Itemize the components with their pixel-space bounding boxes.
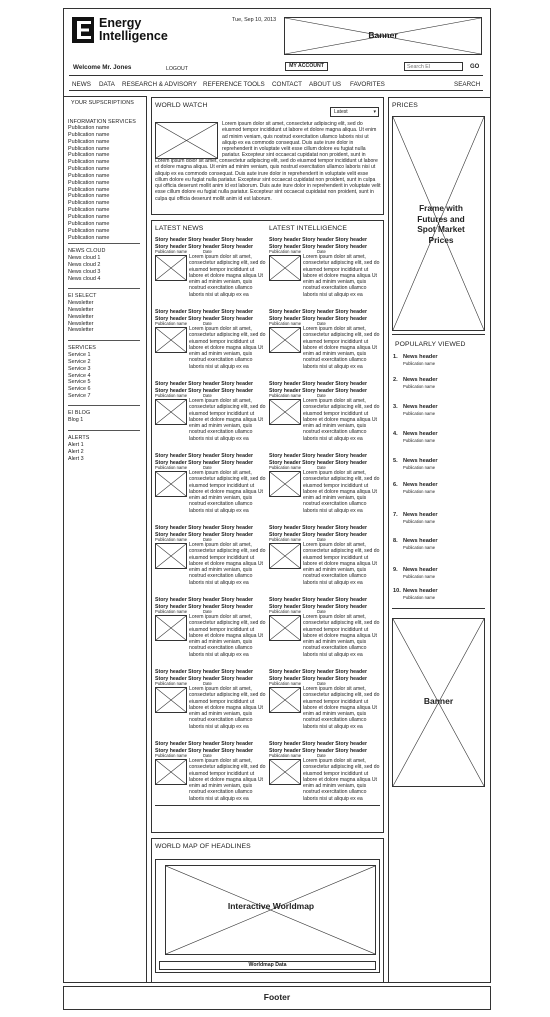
chevron-down-icon: ▾ [373,109,376,115]
popular-publication: Publication name [403,489,436,494]
placeholder-x-icon [156,544,186,568]
popular-news-header[interactable]: News header [403,354,438,360]
story-thumbnail[interactable] [269,399,301,425]
sidebar-item-publication[interactable]: Publication name [68,159,110,166]
story-header[interactable]: Story header Story header Story header Story header Story header Story header [269,741,368,754]
popular-rank: 10. [393,588,401,594]
newsletter-list [68,300,138,334]
story-item[interactable] [155,381,265,443]
story-summary: Lorem ipsum dolor sit amet, consectetur adipiscing elit, sed do eiusmod tempor incididunt ut labore et dolore magna aliqua Ut enim ad minim veniam, quis nostrud exercitation ullamco laboris nisi ut aliquip ex ea [303,326,380,370]
story-date: Date [317,753,326,758]
services-list [68,352,138,400]
top-banner-label: Banner [368,30,398,40]
sidebar-item-publication[interactable]: Publication name [68,227,110,234]
nav-reference-tools[interactable]: REFERENCE TOOLS [203,81,265,88]
alerts-title: ALERTS [68,435,90,441]
story-item[interactable] [269,237,379,299]
welcome-text: Welcome Mr. Jones [73,64,132,71]
placeholder-x-icon [270,544,300,568]
world-watch-title: WORLD WATCH [155,102,208,109]
story-date: Date [317,537,326,542]
nav-data[interactable]: DATA [99,81,115,88]
story-item[interactable] [269,381,379,443]
popular-rank: 9. [393,567,398,573]
story-header[interactable]: Story header Story header Story header Story header Story header Story header [269,597,368,610]
placeholder-x-icon [270,688,300,712]
story-publication: Publication name [155,609,188,614]
story-header[interactable]: Story header Story header Story header Story header Story header Story header [269,381,368,394]
placeholder-x-icon [156,123,217,158]
popular-publication: Publication name [403,438,436,443]
popular-item[interactable] [393,404,473,418]
story-item[interactable] [269,525,379,587]
nav-news[interactable]: NEWS [72,81,91,88]
sidebar-item-service[interactable]: Service 2 [68,358,91,365]
ei-blog-title: EI BLOG [68,410,91,416]
story-thumbnail[interactable] [269,327,301,353]
sidebar-item-news-cloud[interactable]: News cloud 2 [68,261,101,268]
story-header[interactable]: Story header Story header Story header Story header Story header Story header [269,237,368,250]
story-publication: Publication name [269,321,302,326]
story-divider [155,805,380,806]
sidebar-item-publication[interactable]: Publication name [68,234,110,241]
popular-item[interactable] [393,377,473,391]
sidebar-item-publication[interactable]: Publication name [68,138,110,145]
nav-top-rule [69,75,483,76]
placeholder-x-icon [156,688,186,712]
story-summary: Lorem ipsum dolor sit amet, consectetur adipiscing elit, sed do eiusmod tempor incididunt ut labore et dolore magna aliqua Ut enim ad minim veniam, quis nostrud exercitation ullamco laboris nisi ut aliquip ex ea [303,686,380,730]
nav-contact[interactable]: CONTACT [272,81,302,88]
popular-item[interactable] [393,538,473,552]
story-publication: Publication name [155,681,188,686]
story-date: Date [203,609,212,614]
prices-rule [392,334,485,335]
story-publication: Publication name [269,681,302,686]
sidebar-item-publication[interactable]: Publication name [68,213,110,220]
popular-publication: Publication name [403,595,436,600]
go-button[interactable]: GO [470,64,480,70]
story-date: Date [203,537,212,542]
sidebar-item-newsletter[interactable]: Newsletter [68,313,94,320]
popular-item[interactable] [393,567,473,581]
story-publication: Publication name [155,321,188,326]
placeholder-x-icon [156,256,186,280]
sidebar-item-service[interactable]: Service 3 [68,365,91,372]
sidebar-item-publication[interactable]: Publication name [68,125,110,131]
story-publication: Publication name [155,753,188,758]
story-summary: Lorem ipsum dolor sit amet, consectetur adipiscing elit, sed do eiusmod tempor incididunt ut labore et dolore magna aliqua Ut enim ad minim veniam, quis nostrud exercitation ullamco laboris nisi ut aliquip ex ea [189,686,266,730]
prices-title: PRICES [392,102,418,109]
world-watch-text-full: Lorem ipsum dolor sit amet, consectetur adipiscing elit, sed do eiusmod tempor incididunt ut labore et dolore magna aliqua. Ut enim ad minim veniam, quis nostrud exercitation ullamco laboris nisi ut aliquip ex ea commodo consequat. Duis aute irure dolor in reprehenderit in voluptate velit esse cillum dolore eu fugiat nulla pariatur. Excepteur sint occaecat cupidatat non proident, sunt in culpa qui officia deserunt mollit anim id est laborum. Duis aute irure dolor in reprehenderit in voluptate velit esse cillum dolore eu fugiat nulla pariatur. Excepteur sint occaecat cupidatat non proident, sunt in culpa qui officia deserunt mollit anim id est laborum. [155,158,381,202]
popular-publication: Publication name [403,411,436,416]
ei-select-title: EI SELECT [68,293,97,299]
nav-bottom-rule [69,90,483,91]
sidebar-item-alert[interactable]: Alert 2 [68,448,84,455]
right-banner-label: Banner [423,696,454,706]
world-watch-text-right: Lorem ipsum dolor sit amet, consectetur adipiscing elit, sed do eiusmod tempor incididunt ut labore et dolore magna aliqua. Ut enim ad minim veniam, quis nostrud exercitation ullamco laboris nisi ut aliquip ex ea commodo consequat. Duis aute irure dolor in reprehenderit in voluptate velit esse cillum dolore eu fugiat nulla pariatur. Excepteur sint occaecat cupidatat non proident, sunt in [222,121,377,159]
popular-rank: 1. [393,354,398,360]
sidebar-item-publication[interactable]: Publication name [68,193,110,200]
story-summary: Lorem ipsum dolor sit amet, consectetur adipiscing elit, sed do eiusmod tempor incididunt ut labore et dolore magna aliqua Ut enim ad minim veniam, quis nostrud exercitation ullamco laboris nisi ut aliquip ex ea [189,254,266,298]
prices-frame-label: Frame with Futures and Spot Market Prices [417,203,465,245]
popular-rank: 6. [393,482,398,488]
story-summary: Lorem ipsum dolor sit amet, consectetur adipiscing elit, sed do eiusmod tempor incididunt ut labore et dolore magna aliqua Ut enim ad minim veniam, quis nostrud exercitation ullamco laboris nisi ut aliquip ex ea [303,398,380,442]
story-thumbnail[interactable] [269,687,301,713]
sidebar-item-publication[interactable]: Publication name [68,220,110,227]
popular-rank: 8. [393,538,398,544]
story-header[interactable]: Story header Story header Story header Story header Story header Story header [155,309,254,322]
logout-link[interactable]: LOGOUT [166,66,188,72]
popular-news-header[interactable]: News header [403,538,438,544]
story-thumbnail[interactable] [155,399,187,425]
placeholder-x-icon [156,616,186,640]
sidebar-item-publication[interactable]: Publication name [68,172,110,179]
story-date: Date [203,465,212,470]
sidebar-divider [68,405,140,406]
main-nav [72,81,484,90]
search-input[interactable] [404,62,463,71]
sidebar-divider [68,243,140,244]
placeholder-x-icon [270,256,300,280]
my-account-button[interactable]: MY ACCOUNT [285,62,328,71]
sidebar-item-publication[interactable]: Publication name [68,145,110,152]
popular-item[interactable] [393,588,473,602]
popular-news-header[interactable]: News header [403,458,438,464]
sidebar-item-service[interactable]: Service 7 [68,393,91,400]
sidebar-divider [68,340,140,341]
story-item[interactable] [269,741,379,803]
sidebar-item-service[interactable]: Service 4 [68,372,91,379]
footer-label: Footer [263,992,291,1002]
story-date: Date [317,393,326,398]
story-item[interactable] [269,669,379,731]
logo-line-1: Energy [99,16,142,30]
placeholder-x-icon [270,760,300,784]
popular-publication: Publication name [403,545,436,550]
story-header[interactable]: Story header Story header Story header Story header Story header Story header [269,669,368,682]
story-thumbnail[interactable] [269,255,301,281]
logo-line-2: Intelligence [99,29,168,43]
story-publication: Publication name [269,609,302,614]
story-summary: Lorem ipsum dolor sit amet, consectetur adipiscing elit, sed do eiusmod tempor incididunt ut labore et dolore magna aliqua Ut enim ad minim veniam, quis nostrud exercitation ullamco laboris nisi ut aliquip ex ea [189,398,266,442]
story-header[interactable]: Story header Story header Story header Story header Story header Story header [269,525,368,538]
story-summary: Lorem ipsum dolor sit amet, consectetur adipiscing elit, sed do eiusmod tempor incididunt ut labore et dolore magna aliqua Ut enim ad minim veniam, quis nostrud exercitation ullamco laboris nisi ut aliquip ex ea [189,326,266,370]
popular-news-header[interactable]: News header [403,512,438,518]
popular-rank: 3. [393,404,398,410]
story-item[interactable] [155,525,265,587]
news-cloud-list [68,255,138,282]
story-thumbnail[interactable] [155,759,187,785]
publication-list [68,125,138,241]
story-publication: Publication name [155,249,188,254]
sidebar-divider [68,288,140,289]
story-date: Date [203,753,212,758]
nav-about-us[interactable]: ABOUT US [309,81,342,88]
placeholder-x-icon [270,472,300,496]
story-header[interactable]: Story header Story header Story header Story header Story header Story header [155,381,254,394]
popular-publication: Publication name [403,519,436,524]
story-publication: Publication name [155,465,188,470]
story-summary: Lorem ipsum dolor sit amet, consectetur adipiscing elit, sed do eiusmod tempor incididunt ut labore et dolore magna aliqua Ut enim ad minim veniam, quis nostrud exercitation ullamco laboris nisi ut aliquip ex ea [303,758,380,802]
info-services-title: INFORMATION SERVICES [68,119,136,125]
sidebar-item-publication[interactable]: Publication name [68,152,110,159]
story-summary: Lorem ipsum dolor sit amet, consectetur adipiscing elit, sed do eiusmod tempor incididunt ut labore et dolore magna aliqua Ut enim ad minim veniam, quis nostrud exercitation ullamco laboris nisi ut aliquip ex ea [189,542,266,586]
story-header[interactable]: Story header Story header Story header Story header Story header Story header [269,453,368,466]
popular-item[interactable] [393,512,473,526]
nav-research-advisory[interactable]: RESEARCH & ADVISORY [122,81,197,88]
alerts-list [68,442,138,463]
story-date: Date [203,681,212,686]
latest-intelligence-title: LATEST INTELLIGENCE [269,225,347,232]
story-header[interactable]: Story header Story header Story header Story header Story header Story header [155,237,254,250]
story-publication: Publication name [155,537,188,542]
story-thumbnail[interactable] [269,615,301,641]
popular-item[interactable] [393,354,473,368]
popular-publication: Publication name [403,465,436,470]
latest-news-title: LATEST NEWS [155,225,204,232]
story-date: Date [203,393,212,398]
popular-item[interactable] [393,482,473,496]
placeholder-x-icon [156,400,186,424]
nav-favorites[interactable]: FAVORITES [350,81,385,88]
world-watch-select-value: Latest [334,109,348,115]
placeholder-x-icon [156,328,186,352]
blog-list [68,417,138,424]
placeholder-x-icon [270,616,300,640]
story-date: Date [203,321,212,326]
story-item[interactable] [155,453,265,515]
story-publication: Publication name [269,753,302,758]
sidebar-item-newsletter[interactable]: Newsletter [68,327,94,334]
world-watch-image[interactable] [155,122,218,159]
sidebar-item-alert[interactable]: Alert 1 [68,442,84,448]
sidebar-item-alert[interactable]: Alert 3 [68,455,84,462]
story-item[interactable] [269,453,379,515]
story-date: Date [317,681,326,686]
services-title: SERVICES [68,345,96,351]
popular-news-header[interactable]: News header [403,588,438,594]
story-summary: Lorem ipsum dolor sit amet, consectetur adipiscing elit, sed do eiusmod tempor incididunt ut labore et dolore magna aliqua Ut enim ad minim veniam, quis nostrud exercitation ullamco laboris nisi ut aliquip ex ea [189,614,266,658]
story-summary: Lorem ipsum dolor sit amet, consectetur adipiscing elit, sed do eiusmod tempor incididunt ut labore et dolore magna aliqua Ut enim ad minim veniam, quis nostrud exercitation ullamco laboris nisi ut aliquip ex ea [303,542,380,586]
world-map-label: Interactive Worldmap [227,901,315,911]
story-summary: Lorem ipsum dolor sit amet, consectetur adipiscing elit, sed do eiusmod tempor incididunt ut labore et dolore magna aliqua Ut enim ad minim veniam, quis nostrud exercitation ullamco laboris nisi ut aliquip ex ea [189,758,266,802]
sidebar-item-publication[interactable]: Publication name [68,200,110,207]
world-map-title: WORLD MAP OF HEADLINES [155,843,251,850]
sidebar-item-publication[interactable]: Publication name [68,166,110,173]
popular-publication: Publication name [403,361,436,366]
sidebar-item-blog[interactable]: Blog 1 [68,417,84,423]
popularly-viewed-title: POPULARLY VIEWED [395,341,466,348]
story-header[interactable]: Story header Story header Story header Story header Story header Story header [155,453,254,466]
story-date: Date [317,465,326,470]
sidebar-item-news-cloud[interactable]: News cloud 4 [68,275,101,282]
story-thumbnail[interactable] [155,615,187,641]
sidebar-item-news-cloud[interactable]: News cloud 3 [68,268,101,275]
story-header[interactable]: Story header Story header Story header Story header Story header Story header [155,669,254,682]
sidebar-item-publication[interactable]: Publication name [68,131,110,138]
popular-item[interactable] [393,431,473,445]
sidebar-item-service[interactable]: Service 1 [68,352,91,358]
story-summary: Lorem ipsum dolor sit amet, consectetur adipiscing elit, sed do eiusmod tempor incididunt ut labore et dolore magna aliqua Ut enim ad minim veniam, quis nostrud exercitation ullamco laboris nisi ut aliquip ex ea [189,470,266,514]
sidebar-item-publication[interactable]: Publication name [68,179,110,186]
worldmap-data-bar[interactable]: Worldmap Data [159,961,376,970]
sidebar-item-service[interactable]: Service 6 [68,386,91,393]
popular-rank: 2. [393,377,398,383]
popular-rank: 4. [393,431,398,437]
popular-news-header[interactable]: News header [403,404,438,410]
story-thumbnail[interactable] [269,471,301,497]
placeholder-x-icon [270,328,300,352]
popular-news-header[interactable]: News header [403,567,438,573]
world-map[interactable] [165,865,376,955]
story-thumbnail[interactable] [155,327,187,353]
sidebar-item-news-cloud[interactable]: News cloud 1 [68,255,101,261]
story-thumbnail[interactable] [155,687,187,713]
story-publication: Publication name [269,465,302,470]
right-banner[interactable] [392,618,485,787]
popular-rank: 5. [393,458,398,464]
sidebar-divider [68,430,140,431]
story-date: Date [317,321,326,326]
popular-publication: Publication name [403,384,436,389]
placeholder-x-icon [156,760,186,784]
popular-news-header[interactable]: News header [403,482,438,488]
placeholder-x-icon [270,400,300,424]
story-header[interactable]: Story header Story header Story header Story header Story header Story header [269,309,368,322]
story-item[interactable] [155,309,265,371]
story-thumbnail[interactable] [155,255,187,281]
story-summary: Lorem ipsum dolor sit amet, consectetur adipiscing elit, sed do eiusmod tempor incididunt ut labore et dolore magna aliqua Ut enim ad minim veniam, quis nostrud exercitation ullamco laboris nisi ut aliquip ex ea [303,254,380,298]
logo[interactable] [72,17,192,47]
sidebar-item-newsletter[interactable]: Newsletter [68,320,94,327]
story-thumbnail[interactable] [155,543,187,569]
top-banner[interactable] [284,17,482,55]
sidebar-item-newsletter[interactable]: Newsletter [68,300,94,306]
placeholder-x-icon [156,472,186,496]
sidebar-item-publication[interactable]: Publication name [68,207,110,214]
story-thumbnail[interactable] [269,759,301,785]
story-header[interactable]: Story header Story header Story header Story header Story header Story header [155,525,254,538]
story-item[interactable] [269,309,379,371]
prices-frame[interactable] [392,116,485,331]
story-item[interactable] [155,741,265,803]
popular-rule [392,608,485,609]
story-date: Date [203,249,212,254]
story-summary: Lorem ipsum dolor sit amet, consectetur adipiscing elit, sed do eiusmod tempor incididunt ut labore et dolore magna aliqua Ut enim ad minim veniam, quis nostrud exercitation ullamco laboris nisi ut aliquip ex ea [303,470,380,514]
sidebar-item-service[interactable]: Service 5 [68,379,91,386]
story-thumbnail[interactable] [269,543,301,569]
nav-search[interactable]: SEARCH [454,81,481,88]
story-item[interactable] [155,597,265,659]
story-publication: Publication name [155,393,188,398]
story-date: Date [317,249,326,254]
popular-news-header[interactable]: News header [403,377,438,383]
story-summary: Lorem ipsum dolor sit amet, consectetur adipiscing elit, sed do eiusmod tempor incididunt ut labore et dolore magna aliqua Ut enim ad minim veniam, quis nostrud exercitation ullamco laboris nisi ut aliquip ex ea [303,614,380,658]
story-item[interactable] [155,669,265,731]
story-item[interactable] [269,597,379,659]
story-item[interactable] [155,237,265,299]
story-publication: Publication name [269,537,302,542]
header-date: Tue, Sep 10, 2013 [232,17,277,23]
popular-rank: 7. [393,512,398,518]
world-watch-select[interactable] [330,107,379,117]
story-header[interactable]: Story header Story header Story header Story header Story header Story header [155,597,254,610]
popular-publication: Publication name [403,574,436,579]
story-publication: Publication name [269,249,302,254]
story-date: Date [317,609,326,614]
news-cloud-title: NEWS CLOUD [68,248,106,254]
popular-item[interactable] [393,458,473,472]
sidebar-item-publication[interactable]: Publication name [68,186,110,193]
subscriptions-title: YOUR SUPSCRIPTIONS [71,100,134,106]
sidebar-item-newsletter[interactable]: Newsletter [68,306,94,313]
logo-icon [72,17,94,43]
story-publication: Publication name [269,393,302,398]
story-header[interactable]: Story header Story header Story header Story header Story header Story header [155,741,254,754]
story-thumbnail[interactable] [155,471,187,497]
popular-news-header[interactable]: News header [403,431,438,437]
